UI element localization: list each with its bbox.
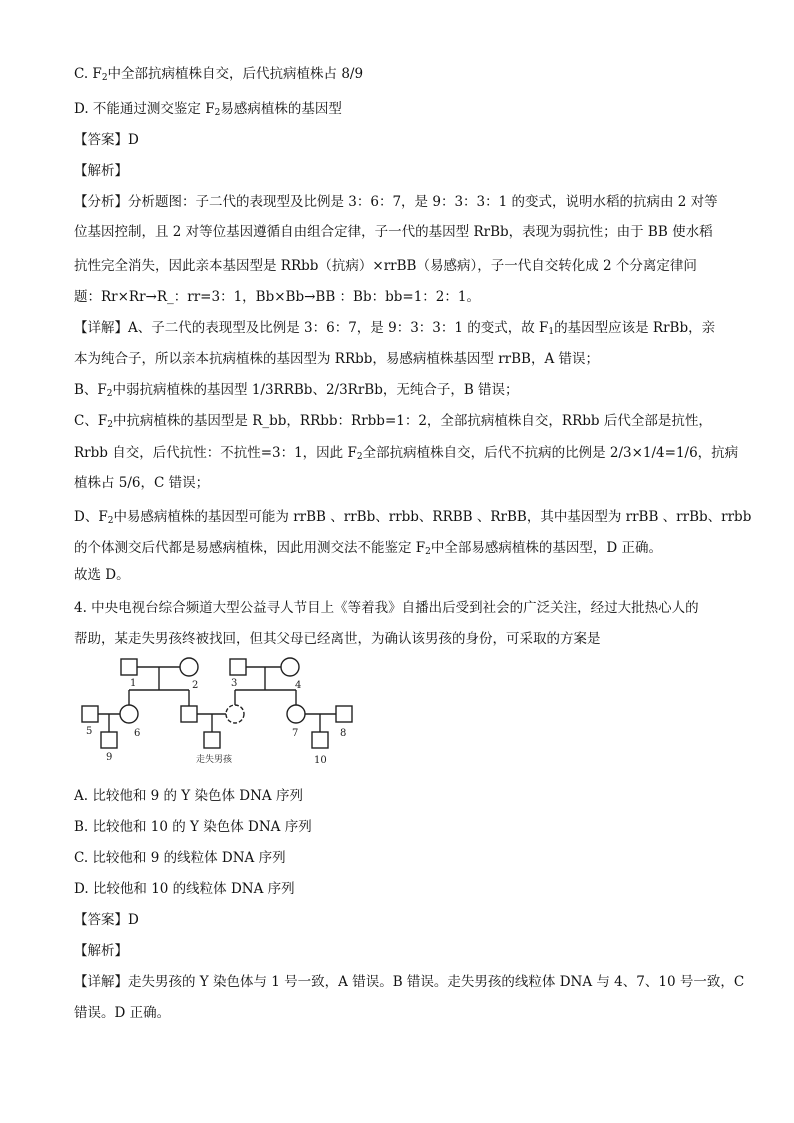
q3-detail-line: 【详解】A、子二代的表现型及比例是 3：6：7，是 9：3：3：1 的变式，故 $F_1$的基因型应该是 RrBb，亲 [74,320,716,337]
q4-detail-line: 错误。D 正确。 [74,1005,171,1021]
q4-stem: 4. 中央电视台综合频道大型公益寻人节目上《等着我》自播出后受到社会的广泛关注，经过大批热心人的 [74,600,699,616]
pedigree-male-lost-boy [204,732,220,748]
pedigree-male-9 [101,732,117,748]
pedigree-diagram [74,656,364,768]
pedigree-female-deceased [226,705,244,723]
pedigree-label: 7 [292,728,299,739]
q3-detail-d: D、$F_2$中易感病植株的基因型可能为 rrBB 、rrBb、rrbb、RRBB 、RrBB，其中基因型为 rrBB 、rrBb、rrbb [74,509,752,526]
pedigree-label: 3 [231,678,238,689]
q3-analysis-label: 【解析】 [74,163,128,179]
q3-detail-d: 的个体测交后代都是易感病植株，因此用测交法不能鉴定 $F_2$中全部易感病植株的基因型，D 正确。 [74,540,663,557]
pedigree-label: 5 [86,726,93,737]
q3-detail-b: B、$F_2$中弱抗病植株的基因型 1/3RRBb、2/3RrBb，无纯合子，B 错误； [74,382,519,399]
pedigree-label: 9 [106,752,113,763]
q3-detail-c: C、$F_2$中抗病植株的基因型是 R_bb，RRbb：Rrbb=1：2，全部抗病植株自交，RRbb 后代全部是抗性， [74,413,712,430]
q3-analysis-line: 抗性完全消失，因此亲本基因型是 RRbb（抗病）×rrBB（易感病），子一代自交转化成 2 个分离定律问 [74,258,697,274]
q4-option-a: A. 比较他和 9 的 Y 染色体 DNA 序列 [74,788,303,804]
q3-detail-line: 本为纯合子，所以亲本抗病植株的基因型为 RRbb，易感病植株基因型 rrBB，A 错误； [74,351,599,367]
q3-analysis-line: 【分析】分析题图：子二代的表现型及比例是 3：6：7，是 9：3：3：1 的变式，说明水稻的抗病由 2 对等 [74,194,718,210]
pedigree-female-4 [281,658,299,676]
q3-detail-c: Rrbb 自交，后代抗性：不抗性=3：1，因此 $F_2$全部抗病植株自交，后代不抗病的比例是 2/3×1/4=1/6，抗病 [74,445,739,462]
q4-detail-line: 【详解】走失男孩的 Y 染色体与 1 号一致，A 错误。B 错误。走失男孩的线粒体 DNA 与 4、7、10 号一致，C [74,974,745,990]
pedigree-male-8 [336,706,352,722]
pedigree-label: 8 [340,728,347,739]
pedigree-label: 10 [314,755,327,766]
pedigree-male-10 [312,732,328,748]
pedigree-label: 1 [130,678,137,689]
q4-option-b: B. 比较他和 10 的 Y 染色体 DNA 序列 [74,819,312,835]
pedigree-female-6 [120,705,138,723]
pedigree-label: 2 [192,680,199,691]
pedigree-female-2 [180,658,198,676]
q3-analysis-line: 位基因控制，且 2 对等位基因遵循自由组合定律，子一代的基因型 RrBb，表现为弱抗性；由于 BB 使水稻 [74,224,713,240]
pedigree-male-3 [230,659,246,675]
q3-answer: 【答案】D [74,132,139,148]
q3-option-d: D. 不能通过测交鉴定 $F_2$易感病植株的基因型 [74,101,342,118]
pedigree-female-7 [287,705,305,723]
q4-option-d: D. 比较他和 10 的线粒体 DNA 序列 [74,881,295,897]
q3-detail-c: 植株占 5/6，C 错误； [74,475,210,491]
q4-option-c: C. 比较他和 9 的线粒体 DNA 序列 [74,850,286,866]
q3-analysis-line: 题：Rr×Rr→R_：rr=3：1，Bb×Bb→BB ：Bb：bb=1：2：1。 [74,289,480,305]
pedigree-label: 4 [295,680,302,691]
q3-conclusion: 故选 D。 [74,567,130,583]
q4-stem: 帮助，某走失男孩终被找回，但其父母已经离世，为确认该男孩的身份，可采取的方案是 [74,631,601,647]
q4-analysis-label: 【解析】 [74,943,128,959]
q3-option-c: C. $F_2$中全部抗病植株自交，后代抗病植株占 8/9 [74,66,364,83]
pedigree-male-5 [82,706,98,722]
pedigree-label: 6 [134,728,141,739]
pedigree-male-brother [181,706,197,722]
pedigree-male-1 [121,659,137,675]
q4-answer: 【答案】D [74,912,139,928]
pedigree-label: 走失男孩 [196,755,233,765]
